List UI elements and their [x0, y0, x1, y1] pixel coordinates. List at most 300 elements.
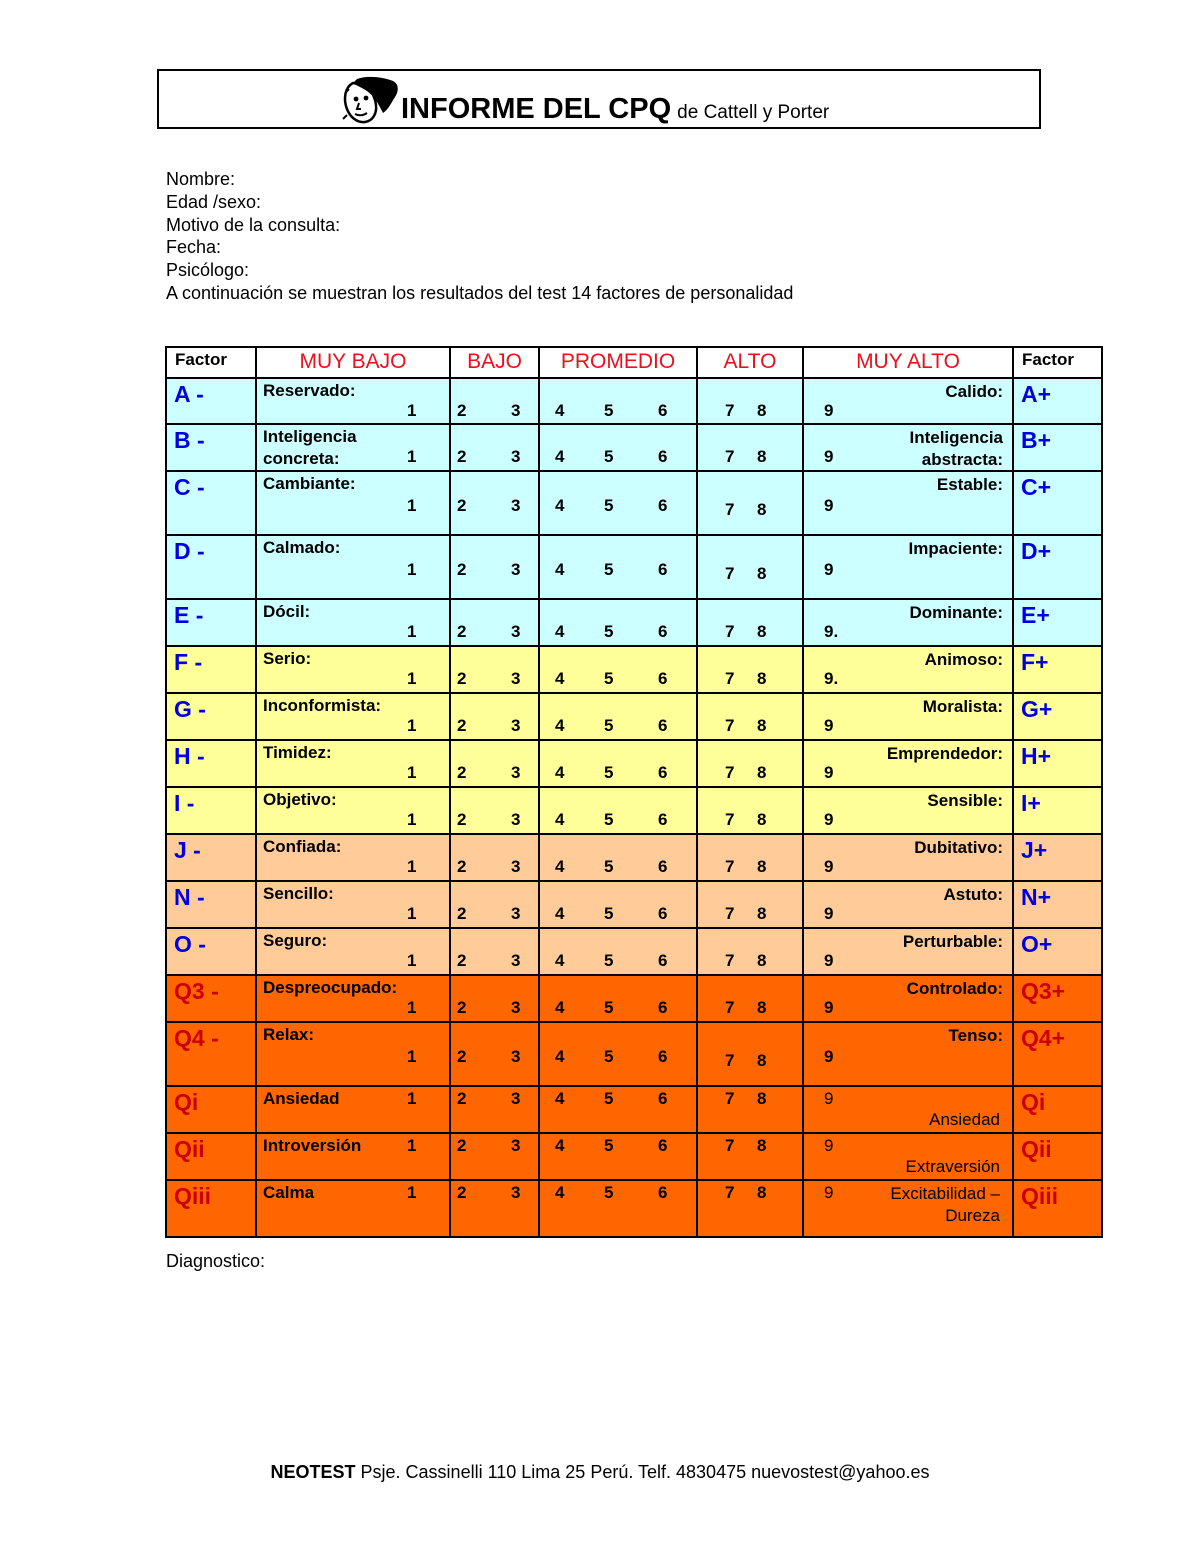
score-4: 4 — [555, 810, 565, 829]
factor-code-low: Qiii — [166, 1180, 256, 1237]
score-1: 1 — [407, 447, 417, 466]
score-9: 9 — [824, 1183, 834, 1202]
score-4: 4 — [555, 998, 565, 1017]
score-9: 9 — [824, 763, 834, 782]
score-9: 9 — [824, 447, 834, 466]
high-pole-label-line: Inteligencia — [909, 428, 1003, 447]
promedio-cell — [539, 693, 697, 740]
promedio-cell — [539, 928, 697, 975]
score-4: 4 — [555, 447, 565, 466]
score-7: 7 — [725, 447, 735, 466]
high-pole-label — [927, 790, 1003, 812]
low-pole-label: Timidez: — [263, 743, 332, 762]
score-1: 1 — [407, 951, 417, 970]
factor-code-low: I - — [166, 787, 256, 834]
factor-code-high: J+ — [1013, 834, 1102, 881]
factor-code-high: I+ — [1013, 787, 1102, 834]
score-6: 6 — [658, 951, 668, 970]
info-edad-sexo: Edad /sexo: — [166, 192, 262, 212]
high-pole-label-line: Extraversión — [905, 1157, 1000, 1176]
score-4: 4 — [555, 496, 565, 515]
muy-bajo-cell — [256, 928, 450, 975]
high-pole-label-line: abstracta: — [921, 450, 1003, 469]
score-2: 2 — [457, 951, 467, 970]
alto-cell — [697, 599, 803, 646]
muy-bajo-cell — [256, 599, 450, 646]
factor-code-low: H - — [166, 740, 256, 787]
factor-row — [166, 378, 1102, 424]
score-5: 5 — [604, 560, 614, 579]
promedio-cell — [539, 881, 697, 928]
score-6: 6 — [658, 447, 668, 466]
bajo-cell — [450, 471, 539, 535]
bajo-cell — [450, 928, 539, 975]
score-7: 7 — [725, 669, 735, 688]
score-6: 6 — [658, 1047, 668, 1066]
muy-bajo-cell — [256, 1022, 450, 1086]
info-motivo: Motivo de la consulta: — [166, 215, 341, 235]
score-2: 2 — [457, 763, 467, 782]
bajo-cell — [450, 881, 539, 928]
score-3: 3 — [511, 1136, 521, 1155]
factor-code-low: Qi — [166, 1086, 256, 1133]
report-title-box — [157, 69, 1041, 129]
muy-bajo-cell — [256, 834, 450, 881]
low-pole-label: Sencillo: — [263, 884, 334, 903]
factor-code-low: A - — [166, 378, 256, 424]
score-5: 5 — [604, 904, 614, 923]
promedio-cell — [539, 646, 697, 693]
high-pole-label — [944, 884, 1003, 906]
bajo-cell — [450, 787, 539, 834]
score-9: 9. — [824, 669, 839, 688]
high-pole-label — [890, 1183, 1000, 1227]
factor-row — [166, 471, 1102, 535]
score-8: 8 — [757, 564, 767, 583]
score-6: 6 — [658, 716, 668, 735]
score-9: 9 — [824, 998, 834, 1017]
score-8: 8 — [757, 1136, 767, 1155]
low-pole-label: concreta: — [263, 449, 340, 468]
score-8: 8 — [757, 998, 767, 1017]
score-1: 1 — [407, 1136, 417, 1155]
high-pole-label — [914, 837, 1003, 859]
score-3: 3 — [511, 716, 521, 735]
score-2: 2 — [457, 622, 467, 641]
muy-bajo-cell — [256, 787, 450, 834]
factor-code-low: O - — [166, 928, 256, 975]
score-4: 4 — [555, 763, 565, 782]
score-2: 2 — [457, 1089, 467, 1108]
muy-bajo-cell — [256, 1180, 450, 1237]
factor-code-low: E - — [166, 599, 256, 646]
factor-code-high: E+ — [1013, 599, 1102, 646]
score-1: 1 — [407, 1047, 417, 1066]
header-bajo: BAJO — [450, 347, 539, 378]
promedio-cell — [539, 599, 697, 646]
score-5: 5 — [604, 401, 614, 420]
muy-alto-cell — [803, 1086, 1013, 1133]
muy-alto-cell — [803, 1022, 1013, 1086]
score-8: 8 — [757, 622, 767, 641]
bajo-cell — [450, 599, 539, 646]
score-2: 2 — [457, 496, 467, 515]
score-8: 8 — [757, 1183, 767, 1202]
score-7: 7 — [725, 401, 735, 420]
score-6: 6 — [658, 998, 668, 1017]
score-2: 2 — [457, 401, 467, 420]
factor-row — [166, 599, 1102, 646]
low-pole-label: Despreocupado: — [263, 978, 398, 997]
low-pole-label: Seguro: — [263, 931, 328, 950]
muy-alto-cell — [803, 1180, 1013, 1237]
high-pole-label-line: Dubitativo: — [914, 838, 1003, 857]
footer-address: Psje. Cassinelli 110 Lima 25 Perú. Telf. 4830475 nuevostest@yahoo.es — [360, 1462, 930, 1482]
bajo-cell — [450, 1133, 539, 1180]
score-2: 2 — [457, 1047, 467, 1066]
bajo-cell — [450, 1180, 539, 1237]
score-8: 8 — [757, 763, 767, 782]
score-3: 3 — [511, 560, 521, 579]
score-9: 9 — [824, 904, 834, 923]
alto-cell — [697, 1022, 803, 1086]
factor-row — [166, 424, 1102, 471]
score-7: 7 — [725, 857, 735, 876]
score-3: 3 — [511, 669, 521, 688]
muy-alto-cell — [803, 740, 1013, 787]
footer — [0, 1462, 1200, 1483]
high-pole-label-line: Calido: — [945, 382, 1003, 401]
score-2: 2 — [457, 716, 467, 735]
low-pole-label: Ansiedad — [263, 1089, 340, 1108]
score-1: 1 — [407, 669, 417, 688]
muy-alto-cell — [803, 646, 1013, 693]
header-muy-alto: MUY ALTO — [803, 347, 1013, 378]
high-pole-label — [923, 696, 1003, 718]
high-pole-label-line: Moralista: — [922, 697, 1003, 716]
muy-alto-cell — [803, 1133, 1013, 1180]
high-pole-label — [949, 1025, 1003, 1047]
high-pole-label — [909, 538, 1003, 560]
factor-code-low: F - — [166, 646, 256, 693]
high-pole-label-line: Estable: — [936, 475, 1003, 494]
muy-alto-cell — [803, 928, 1013, 975]
high-pole-label — [906, 1156, 1000, 1178]
score-2: 2 — [457, 447, 467, 466]
score-5: 5 — [604, 669, 614, 688]
high-pole-label-line: Excitabilidad – — [890, 1184, 1000, 1203]
score-8: 8 — [757, 1051, 767, 1070]
header-alto: ALTO — [697, 347, 803, 378]
footer-brand: NEOTEST — [270, 1462, 356, 1482]
score-7: 7 — [725, 1136, 735, 1155]
score-5: 5 — [604, 1047, 614, 1066]
score-4: 4 — [555, 951, 565, 970]
promedio-cell — [539, 975, 697, 1022]
factor-code-low: B - — [166, 424, 256, 471]
report-title — [401, 93, 829, 126]
score-9: 9 — [824, 496, 834, 515]
high-pole-label-line: Sensible: — [927, 791, 1003, 810]
score-7: 7 — [725, 1089, 735, 1108]
high-pole-label — [887, 743, 1003, 765]
factor-code-low: C - — [166, 471, 256, 535]
factor-code-high: N+ — [1013, 881, 1102, 928]
score-3: 3 — [511, 1089, 521, 1108]
low-pole-label: Relax: — [263, 1025, 315, 1044]
promedio-cell — [539, 471, 697, 535]
low-pole-label: Dócil: — [263, 602, 311, 621]
factor-code-high: G+ — [1013, 693, 1102, 740]
muy-bajo-cell — [256, 693, 450, 740]
high-pole-label-line: Impaciente: — [908, 539, 1003, 558]
score-8: 8 — [757, 716, 767, 735]
factor-row — [166, 1086, 1102, 1133]
alto-cell — [697, 693, 803, 740]
score-3: 3 — [511, 1183, 521, 1202]
factor-row — [166, 975, 1102, 1022]
bajo-cell — [450, 424, 539, 471]
low-pole-label: Introversión — [263, 1136, 362, 1155]
score-5: 5 — [604, 763, 614, 782]
score-1: 1 — [407, 622, 417, 641]
high-pole-label — [929, 1109, 1000, 1131]
diagnosis-label: Diagnostico: — [166, 1251, 266, 1271]
info-fecha: Fecha: — [166, 237, 222, 257]
high-pole-label-line: Emprendedor: — [886, 744, 1003, 763]
score-9: 9 — [824, 1089, 834, 1108]
promedio-cell — [539, 1022, 697, 1086]
high-pole-label-line: Dureza — [945, 1206, 1000, 1225]
muy-alto-cell — [803, 881, 1013, 928]
score-1: 1 — [407, 904, 417, 923]
header-promedio: PROMEDIO — [539, 347, 697, 378]
score-6: 6 — [658, 857, 668, 876]
score-6: 6 — [658, 1089, 668, 1108]
score-6: 6 — [658, 496, 668, 515]
score-4: 4 — [555, 401, 565, 420]
score-2: 2 — [457, 1183, 467, 1202]
alto-cell — [697, 975, 803, 1022]
info-nombre: Nombre: — [166, 169, 236, 189]
factor-code-low: Qii — [166, 1133, 256, 1180]
score-3: 3 — [511, 622, 521, 641]
high-pole-label — [910, 602, 1004, 624]
score-1: 1 — [407, 810, 417, 829]
muy-alto-cell — [803, 787, 1013, 834]
high-pole-label — [907, 978, 1003, 1000]
promedio-cell — [539, 424, 697, 471]
alto-cell — [697, 928, 803, 975]
score-7: 7 — [725, 622, 735, 641]
score-9: 9 — [824, 1047, 834, 1066]
promedio-cell — [539, 535, 697, 599]
alto-cell — [697, 535, 803, 599]
high-pole-label-line: Ansiedad — [929, 1110, 1000, 1129]
factor-code-high: Q4+ — [1013, 1022, 1102, 1086]
alto-cell — [697, 834, 803, 881]
high-pole-label-line: Tenso: — [948, 1026, 1003, 1045]
score-5: 5 — [604, 622, 614, 641]
bajo-cell — [450, 535, 539, 599]
alto-cell — [697, 378, 803, 424]
factor-row — [166, 535, 1102, 599]
score-3: 3 — [511, 401, 521, 420]
factor-code-high: Qii — [1013, 1133, 1102, 1180]
score-5: 5 — [604, 810, 614, 829]
score-7: 7 — [725, 500, 735, 519]
score-6: 6 — [658, 1183, 668, 1202]
score-9: 9 — [824, 857, 834, 876]
alto-cell — [697, 881, 803, 928]
factor-code-high: B+ — [1013, 424, 1102, 471]
score-5: 5 — [604, 496, 614, 515]
score-7: 7 — [725, 1183, 735, 1202]
score-6: 6 — [658, 560, 668, 579]
bajo-cell — [450, 378, 539, 424]
score-8: 8 — [757, 447, 767, 466]
score-1: 1 — [407, 998, 417, 1017]
score-8: 8 — [757, 951, 767, 970]
score-5: 5 — [604, 1089, 614, 1108]
score-9: 9 — [824, 716, 834, 735]
muy-bajo-cell — [256, 646, 450, 693]
factor-row — [166, 1180, 1102, 1237]
score-9: 9 — [824, 560, 834, 579]
score-4: 4 — [555, 560, 565, 579]
promedio-cell — [539, 787, 697, 834]
factor-row — [166, 881, 1102, 928]
promedio-cell — [539, 1180, 697, 1237]
score-9: 9 — [824, 1136, 834, 1155]
score-8: 8 — [757, 669, 767, 688]
bajo-cell — [450, 1086, 539, 1133]
table-header-row — [166, 347, 1102, 378]
score-6: 6 — [658, 401, 668, 420]
factor-code-high: Qi — [1013, 1086, 1102, 1133]
score-4: 4 — [555, 622, 565, 641]
score-7: 7 — [725, 904, 735, 923]
high-pole-label — [925, 649, 1003, 671]
low-pole-label: Cambiante: — [263, 474, 356, 493]
header-factor-left: Factor — [166, 347, 256, 378]
muy-alto-cell — [803, 378, 1013, 424]
low-pole-label: Calma — [263, 1183, 315, 1202]
muy-bajo-cell — [256, 1133, 450, 1180]
alto-cell — [697, 1133, 803, 1180]
score-1: 1 — [407, 401, 417, 420]
score-4: 4 — [555, 904, 565, 923]
score-8: 8 — [757, 401, 767, 420]
alto-cell — [697, 1086, 803, 1133]
info-psicologo: Psicólogo: — [166, 260, 250, 280]
score-4: 4 — [555, 716, 565, 735]
score-3: 3 — [511, 857, 521, 876]
high-pole-label-line: Astuto: — [943, 885, 1003, 904]
score-9: 9 — [824, 401, 834, 420]
score-9: 9. — [824, 622, 839, 641]
score-7: 7 — [725, 763, 735, 782]
high-pole-label-line: Controlado: — [906, 979, 1003, 998]
low-pole-label: Inconformista: — [263, 696, 382, 715]
score-5: 5 — [604, 1183, 614, 1202]
score-6: 6 — [658, 669, 668, 688]
score-6: 6 — [658, 810, 668, 829]
promedio-cell — [539, 1086, 697, 1133]
high-pole-label-line: Perturbable: — [902, 932, 1003, 951]
score-1: 1 — [407, 1183, 417, 1202]
score-3: 3 — [511, 496, 521, 515]
score-6: 6 — [658, 1136, 668, 1155]
score-4: 4 — [555, 1183, 565, 1202]
score-1: 1 — [407, 763, 417, 782]
score-5: 5 — [604, 998, 614, 1017]
score-3: 3 — [511, 447, 521, 466]
muy-alto-cell — [803, 975, 1013, 1022]
score-2: 2 — [457, 560, 467, 579]
score-8: 8 — [757, 500, 767, 519]
title-subtitle: de Cattell y Porter — [677, 102, 830, 123]
muy-bajo-cell — [256, 471, 450, 535]
muy-bajo-cell — [256, 881, 450, 928]
score-2: 2 — [457, 857, 467, 876]
score-1: 1 — [407, 1089, 417, 1108]
alto-cell — [697, 471, 803, 535]
muy-alto-cell — [803, 424, 1013, 471]
score-7: 7 — [725, 998, 735, 1017]
alto-cell — [697, 740, 803, 787]
muy-alto-cell — [803, 471, 1013, 535]
bajo-cell — [450, 1022, 539, 1086]
muy-bajo-cell — [256, 535, 450, 599]
factor-code-high: C+ — [1013, 471, 1102, 535]
score-6: 6 — [658, 763, 668, 782]
factor-code-low: G - — [166, 693, 256, 740]
muy-bajo-cell — [256, 378, 450, 424]
alto-cell — [697, 787, 803, 834]
score-4: 4 — [555, 857, 565, 876]
muy-alto-cell — [803, 535, 1013, 599]
factor-row — [166, 834, 1102, 881]
score-4: 4 — [555, 1047, 565, 1066]
factor-table — [165, 346, 1103, 1238]
muy-alto-cell — [803, 834, 1013, 881]
low-pole-label: Objetivo: — [263, 790, 337, 809]
high-pole-label — [945, 381, 1003, 403]
score-2: 2 — [457, 998, 467, 1017]
alto-cell — [697, 424, 803, 471]
score-7: 7 — [725, 716, 735, 735]
muy-bajo-cell — [256, 975, 450, 1022]
factor-row — [166, 1133, 1102, 1180]
alto-cell — [697, 646, 803, 693]
muy-alto-cell — [803, 693, 1013, 740]
score-3: 3 — [511, 904, 521, 923]
low-pole-label: Reservado: — [263, 381, 356, 400]
bajo-cell — [450, 834, 539, 881]
factor-row — [166, 1022, 1102, 1086]
muy-bajo-cell — [256, 1086, 450, 1133]
header-muy-bajo: MUY BAJO — [256, 347, 450, 378]
factor-code-high: Qiii — [1013, 1180, 1102, 1237]
high-pole-label — [903, 931, 1003, 953]
score-4: 4 — [555, 669, 565, 688]
factor-code-high: H+ — [1013, 740, 1102, 787]
low-pole-label: Serio: — [263, 649, 312, 668]
face-logo-icon — [339, 75, 401, 127]
factor-code-high: A+ — [1013, 378, 1102, 424]
score-6: 6 — [658, 904, 668, 923]
